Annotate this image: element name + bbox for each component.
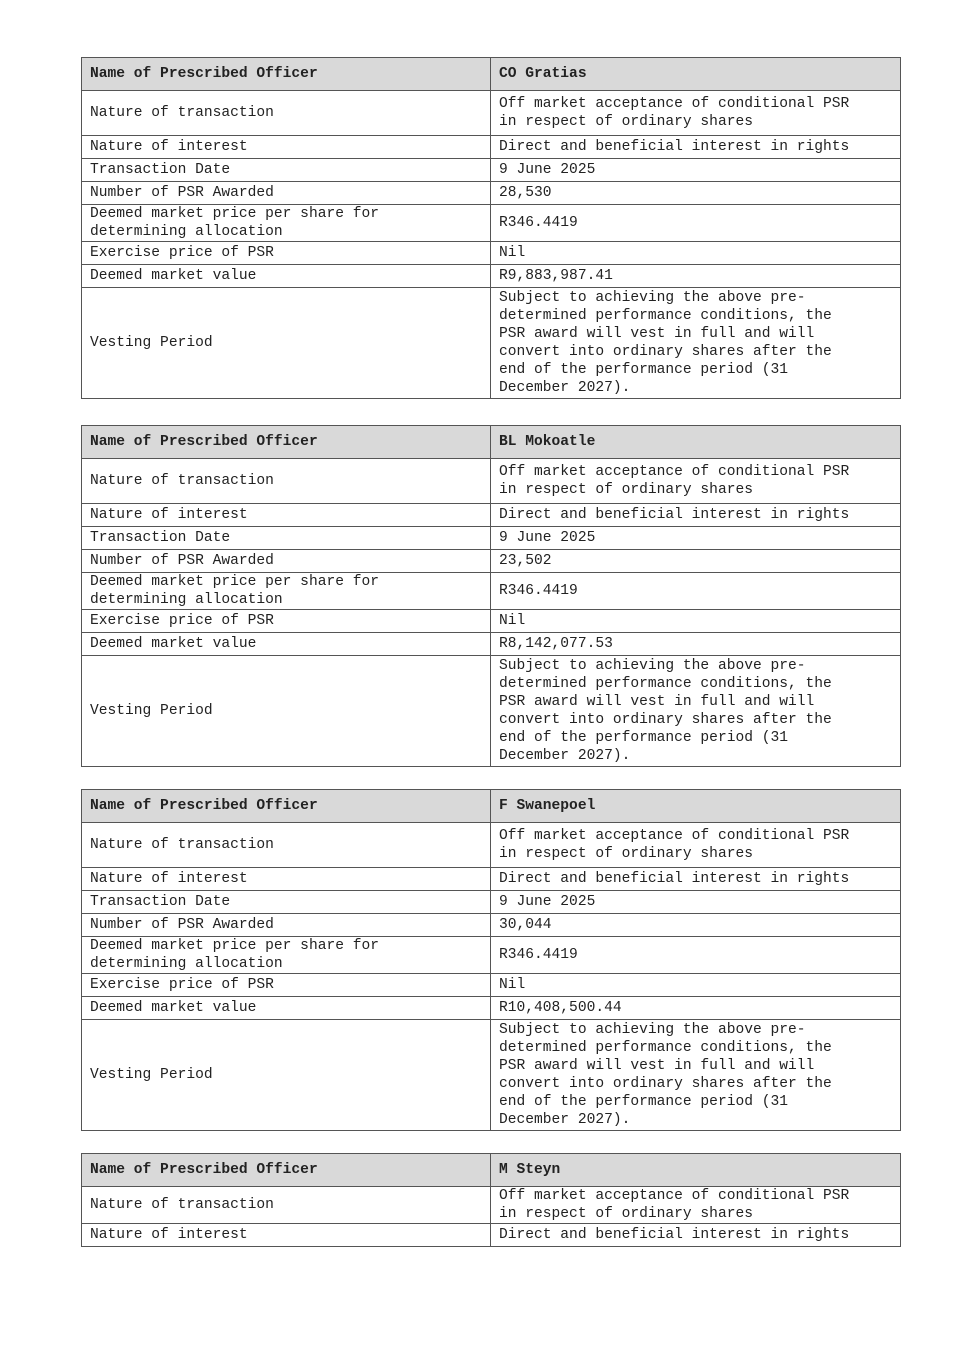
deemed-price-label: Deemed market price per share for determining allocation xyxy=(82,937,491,974)
nature-tx-label: Nature of transaction xyxy=(82,823,491,868)
deemed-value-label: Deemed market value xyxy=(82,997,491,1020)
officer-table xyxy=(81,57,901,399)
exercise-value: Nil xyxy=(491,242,901,265)
exercise-label: Exercise price of PSR xyxy=(82,242,491,265)
table-row xyxy=(82,1187,901,1224)
exercise-value: Nil xyxy=(491,610,901,633)
deemed-price-value: R346.4419 xyxy=(491,573,901,610)
table-row xyxy=(82,1224,901,1247)
officer-table xyxy=(81,425,901,767)
nature-interest-label: Nature of interest xyxy=(82,136,491,159)
table-row xyxy=(82,891,901,914)
table-row xyxy=(82,527,901,550)
nature-tx-value: Off market acceptance of conditional PSR in respect of ordinary shares xyxy=(491,1187,901,1224)
tx-date-value: 9 June 2025 xyxy=(491,527,901,550)
nature-interest-value: Direct and beneficial interest in rights xyxy=(491,1224,901,1247)
nature-interest-label: Nature of interest xyxy=(82,1224,491,1247)
tx-date-label: Transaction Date xyxy=(82,159,491,182)
nature-tx-value: Off market acceptance of conditional PSR in respect of ordinary shares xyxy=(491,91,901,136)
tx-date-value: 9 June 2025 xyxy=(491,159,901,182)
nature-tx-label: Nature of transaction xyxy=(82,1187,491,1224)
officer-name: M Steyn xyxy=(491,1154,901,1187)
officer-name: F Swanepoel xyxy=(491,790,901,823)
table-header-row xyxy=(82,426,901,459)
nature-interest-value: Direct and beneficial interest in rights xyxy=(491,136,901,159)
vesting-label: Vesting Period xyxy=(82,656,491,767)
table-row xyxy=(82,205,901,242)
num-psr-label: Number of PSR Awarded xyxy=(82,182,491,205)
tx-date-label: Transaction Date xyxy=(82,891,491,914)
deemed-value-value: R10,408,500.44 xyxy=(491,997,901,1020)
table-row xyxy=(82,868,901,891)
name-label: Name of Prescribed Officer xyxy=(82,790,491,823)
nature-interest-value: Direct and beneficial interest in rights xyxy=(491,868,901,891)
table-row xyxy=(82,823,901,868)
nature-interest-value: Direct and beneficial interest in rights xyxy=(491,504,901,527)
tx-date-value: 9 June 2025 xyxy=(491,891,901,914)
table-row xyxy=(82,459,901,504)
exercise-value: Nil xyxy=(491,974,901,997)
table-row xyxy=(82,504,901,527)
vesting-value: Subject to achieving the above pre- determined performance conditions, the PSR award will vest in full and will convert into ordinary shares after the end of the performance period (31 December 2027). xyxy=(491,288,901,399)
table-header-row xyxy=(82,1154,901,1187)
exercise-label: Exercise price of PSR xyxy=(82,974,491,997)
deemed-price-label: Deemed market price per share for determining allocation xyxy=(82,573,491,610)
nature-tx-value: Off market acceptance of conditional PSR in respect of ordinary shares xyxy=(491,823,901,868)
table-row xyxy=(82,91,901,136)
table-row xyxy=(82,550,901,573)
deemed-price-label: Deemed market price per share for determining allocation xyxy=(82,205,491,242)
nature-tx-value: Off market acceptance of conditional PSR in respect of ordinary shares xyxy=(491,459,901,504)
nature-interest-label: Nature of interest xyxy=(82,504,491,527)
nature-tx-label: Nature of transaction xyxy=(82,91,491,136)
table-row xyxy=(82,265,901,288)
table-row xyxy=(82,633,901,656)
deemed-value-label: Deemed market value xyxy=(82,633,491,656)
num-psr-label: Number of PSR Awarded xyxy=(82,914,491,937)
table-header-row xyxy=(82,58,901,91)
table-row xyxy=(82,136,901,159)
officer-table xyxy=(81,1153,901,1247)
officer-name: CO Gratias xyxy=(491,58,901,91)
vesting-label: Vesting Period xyxy=(82,288,491,399)
num-psr-value: 30,044 xyxy=(491,914,901,937)
table-row xyxy=(82,1020,901,1131)
exercise-label: Exercise price of PSR xyxy=(82,610,491,633)
vesting-value: Subject to achieving the above pre- determined performance conditions, the PSR award will vest in full and will convert into ordinary shares after the end of the performance period (31 December 2027). xyxy=(491,656,901,767)
num-psr-value: 28,530 xyxy=(491,182,901,205)
table-row xyxy=(82,610,901,633)
tx-date-label: Transaction Date xyxy=(82,527,491,550)
deemed-value-label: Deemed market value xyxy=(82,265,491,288)
table-row xyxy=(82,914,901,937)
num-psr-label: Number of PSR Awarded xyxy=(82,550,491,573)
deemed-price-value: R346.4419 xyxy=(491,937,901,974)
name-label: Name of Prescribed Officer xyxy=(82,1154,491,1187)
table-row xyxy=(82,656,901,767)
table-row xyxy=(82,242,901,265)
vesting-label: Vesting Period xyxy=(82,1020,491,1131)
deemed-value-value: R9,883,987.41 xyxy=(491,265,901,288)
nature-tx-label: Nature of transaction xyxy=(82,459,491,504)
table-row xyxy=(82,159,901,182)
vesting-value: Subject to achieving the above pre- determined performance conditions, the PSR award will vest in full and will convert into ordinary shares after the end of the performance period (31 December 2027). xyxy=(491,1020,901,1131)
table-row xyxy=(82,997,901,1020)
table-row xyxy=(82,974,901,997)
name-label: Name of Prescribed Officer xyxy=(82,58,491,91)
table-row xyxy=(82,288,901,399)
deemed-value-value: R8,142,077.53 xyxy=(491,633,901,656)
name-label: Name of Prescribed Officer xyxy=(82,426,491,459)
num-psr-value: 23,502 xyxy=(491,550,901,573)
table-header-row xyxy=(82,790,901,823)
officer-table xyxy=(81,789,901,1131)
table-row xyxy=(82,937,901,974)
deemed-price-value: R346.4419 xyxy=(491,205,901,242)
table-row xyxy=(82,182,901,205)
table-row xyxy=(82,573,901,610)
officer-name: BL Mokoatle xyxy=(491,426,901,459)
nature-interest-label: Nature of interest xyxy=(82,868,491,891)
